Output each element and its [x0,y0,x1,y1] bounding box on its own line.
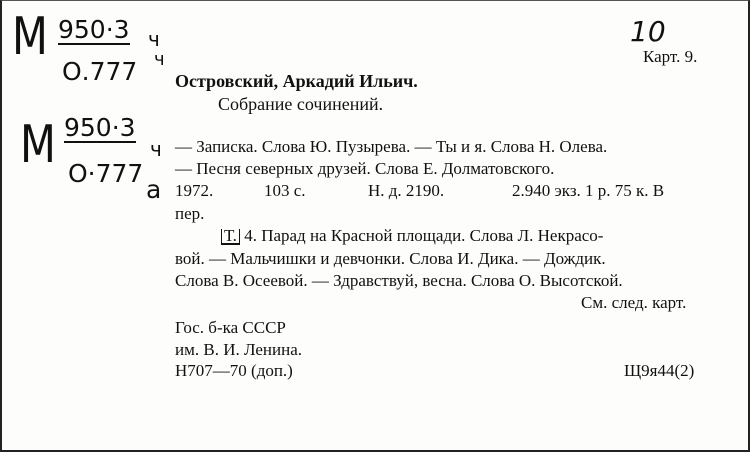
shelf-mark-2-bottom: О·777 [68,159,144,188]
shelf-mark-1-top: 950·3 [58,15,130,44]
shelf-mark-2-top: 950·3 [64,113,136,142]
volume-line-1 [221,226,603,246]
binding: пер. [175,204,205,223]
author: Островский, Аркадий Ильич. [175,71,418,91]
contents-line-2: — Песня северных друзей. Слова Е. Долматовского. [175,159,555,178]
volume-line-3: Слова В. Осеевой. — Здравствуй, весна. Слова О. Высотской. [175,271,623,290]
contents-line-1: — Записка. Слова Ю. Пузырева. — Ты и я. Слова Н. Олева. [175,137,608,156]
see-next-card: См. след. карт. [581,293,687,312]
title: Собрание сочинений. [218,94,384,114]
year: 1972. [175,181,214,200]
shelf-mark-2-letter: М [20,115,56,175]
card-number-handwritten: 10 [630,15,666,48]
index-code: Щ9я44(2) [624,361,695,380]
library-line-2: им. В. И. Ленина. [175,340,303,359]
price: 2.940 экз. 1 р. 75 к. В [512,181,665,200]
shelf-mark-1-suffix-top: ч [148,27,160,51]
shelf-mark-2-suffix-top: ч [150,137,162,161]
pages: 103 с. [264,181,306,200]
shelf-mark-1-bottom: О.777 [62,57,138,86]
volume-marker: Т. [221,229,240,245]
library-line-1: Гос. б-ка СССР [175,318,286,337]
volume-line-2: вой. — Мальчишки и девчонки. Слова И. Дика. — Дождик. [175,249,606,268]
plate-number: Н. д. 2190. [368,181,445,200]
shelf-mark-1-suffix-bottom: ч [154,49,165,70]
volume-number: 4. [244,226,257,245]
card-label: Карт. 9. [643,47,698,66]
volume-line-1-rest: Парад на Красной площади. Слова Л. Некрасо- [261,226,604,245]
shelf-mark-1-letter: М [12,7,48,67]
order-number: Н707—70 (доп.) [175,361,293,380]
shelf-mark-2-suffix-bottom: а [146,175,162,204]
